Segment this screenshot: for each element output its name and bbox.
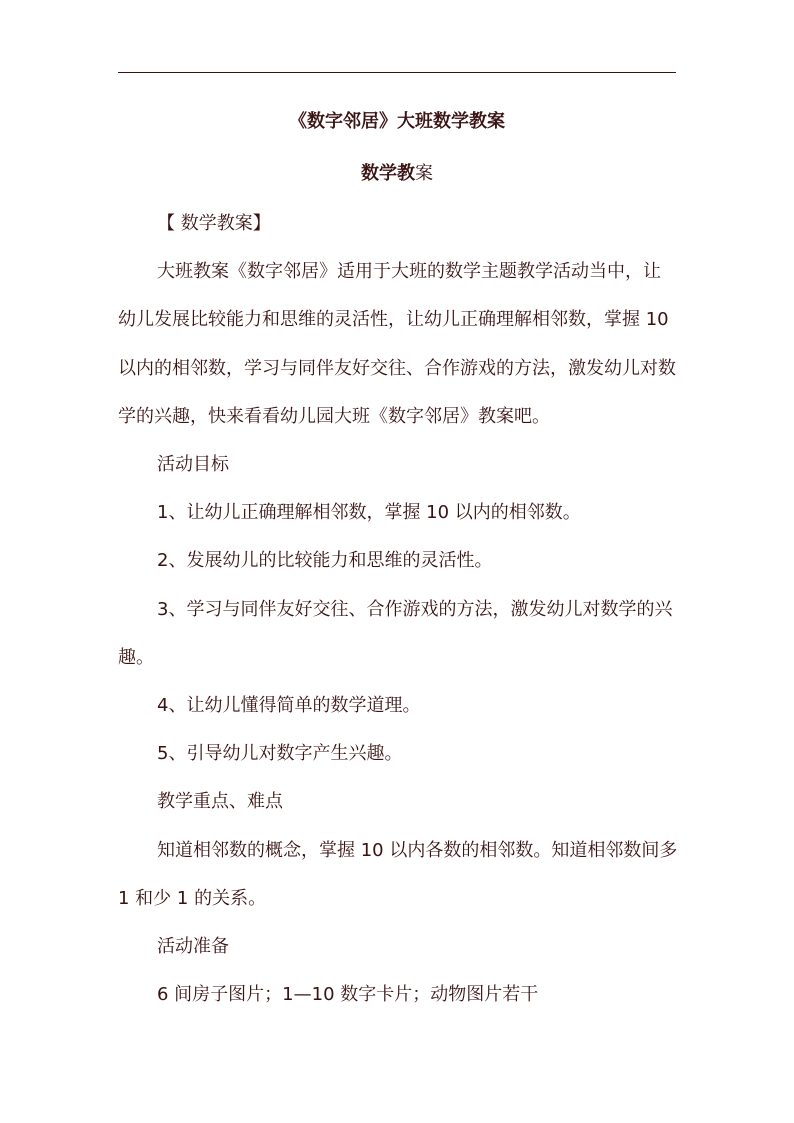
key-points-heading: 教学重点、难点 [157, 791, 283, 813]
subtitle-light-part: 案 [415, 163, 433, 184]
document-subtitle [118, 162, 676, 186]
goal-item-4: 4、让幼儿懂得简单的数学道理。 [157, 695, 421, 717]
document-title: 《数字邻居》大班数学教案 [289, 111, 505, 132]
goals-heading: 活动目标 [157, 454, 229, 476]
key-points-paragraph: 知道相邻数的概念，掌握 10 以内各数的相邻数。知道相邻数间多 1 和少 1 的关系。 [118, 839, 678, 909]
prep-heading: 活动准备 [157, 936, 229, 958]
goal-item-1: 1、让幼儿正确理解相邻数，掌握 10 以内的相邻数。 [157, 502, 581, 524]
prep-paragraph: 6 间房子图片；1—10 数字卡片；动物图片若干 [157, 984, 539, 1006]
header-rule [118, 72, 676, 73]
subtitle-bold-part: 数学教 [361, 163, 415, 184]
intro-paragraph: 大班教案《数字邻居》适用于大班的数学主题教学活动当中，让幼儿发展比较能力和思维的灵活性，让幼儿正确理解相邻数，掌握 10 以内的相邻数，学习与同伴友好交往、合作游戏的方法，激发幼儿对数学的兴趣，快来看看幼儿园大班《数字邻居》教案吧。 [118, 261, 676, 427]
document-body [118, 200, 678, 1019]
section-tag: 【 数学教案】 [157, 213, 271, 234]
goal-item-3: 3、学习与同伴友好交往、合作游戏的方法，激发幼儿对数学的兴趣。 [118, 598, 673, 668]
goal-item-2: 2、发展幼儿的比较能力和思维的灵活性。 [157, 550, 493, 572]
goal-item-5: 5、引导幼儿对数字产生兴趣。 [157, 743, 403, 765]
